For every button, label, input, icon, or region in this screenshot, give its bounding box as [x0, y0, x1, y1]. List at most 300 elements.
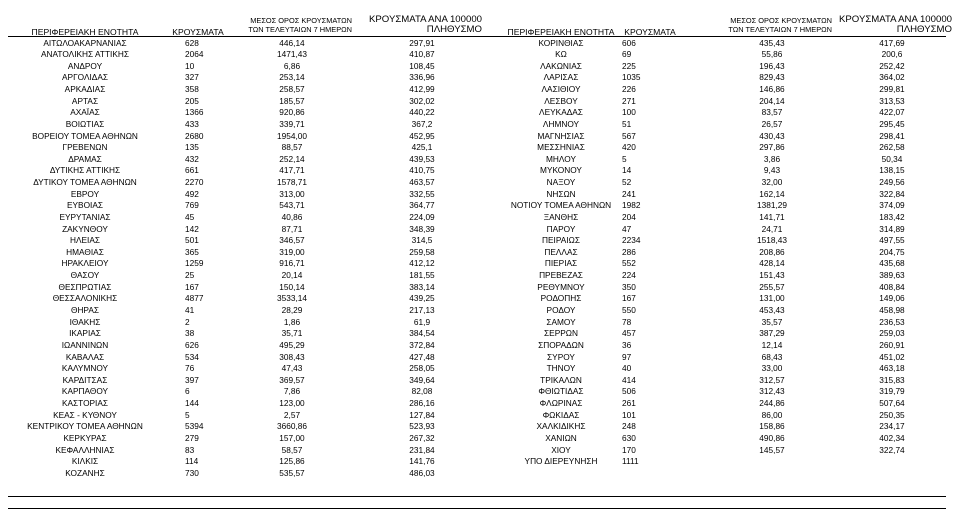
avg-7day-value: 151,43 — [759, 270, 785, 281]
rate-per-100k-value: 313,53 — [879, 95, 905, 106]
header-avg-left — [232, 13, 352, 37]
table-row — [0, 224, 955, 236]
cases-value: 628 — [185, 37, 199, 48]
header-region-left-text: ΠΕΡΙΦΕΡΕΙΑΚΗ ΕΝΟΤΗΤΑ — [31, 27, 139, 37]
rate-per-100k-value: 314,5 — [411, 235, 433, 246]
region-name: ΡΟΔΟΠΗΣ — [540, 293, 582, 304]
avg-7day-value: 123,00 — [279, 398, 305, 409]
table-row — [0, 352, 955, 364]
rate-per-100k-value: 364,02 — [879, 72, 905, 83]
header-avg-left-line2: ΤΩΝ ΤΕΛΕΥΤΑΙΩΝ 7 ΗΜΕΡΩΝ — [248, 25, 352, 34]
avg-7day-value: 12,14 — [761, 339, 783, 350]
avg-7day-value: 204,14 — [759, 95, 785, 106]
table-row — [0, 258, 955, 270]
cases-value: 248 — [622, 421, 636, 432]
table-row — [0, 165, 955, 177]
cases-value: 327 — [185, 72, 199, 83]
cases-value: 76 — [185, 363, 195, 374]
region-name: ΕΥΡΥΤΑΝΙΑΣ — [59, 211, 111, 222]
cases-value: 41 — [185, 304, 195, 315]
cases-value: 550 — [622, 304, 636, 315]
region-name: ΧΑΛΚΙΔΙΚΗΣ — [536, 421, 586, 432]
avg-7day-value: 33,00 — [761, 363, 783, 374]
avg-7day-value: 141,71 — [759, 211, 785, 222]
cases-value: 730 — [185, 467, 199, 478]
cases-value: 51 — [622, 118, 632, 129]
region-name: ΚΕΑΣ - ΚΥΘΝΟΥ — [53, 409, 117, 420]
avg-7day-value: 430,43 — [759, 130, 785, 141]
cases-value: 606 — [622, 37, 636, 48]
cases-value: 142 — [185, 223, 199, 234]
avg-7day-value: 920,86 — [279, 107, 305, 118]
table-row — [0, 282, 955, 294]
header-rate-left-line2: ΠΛΗΘΥΣΜΟ — [426, 24, 482, 35]
avg-7day-value: 28,29 — [281, 304, 303, 315]
footer-rule — [8, 508, 946, 509]
rate-per-100k-value: 262,58 — [879, 142, 905, 153]
table-bottom-rule — [8, 496, 946, 497]
rate-per-100k-value: 497,55 — [879, 235, 905, 246]
header-cases-right — [620, 13, 680, 37]
region-name: ΑΝΔΡΟΥ — [67, 60, 103, 71]
rate-per-100k-value: 439,25 — [409, 293, 435, 304]
cases-value: 286 — [622, 246, 636, 257]
region-name: ΛΑΡΙΣΑΣ — [543, 72, 579, 83]
rate-per-100k-value: 435,68 — [879, 258, 905, 269]
rate-per-100k-value: 141,76 — [409, 456, 435, 467]
avg-7day-value: 244,86 — [759, 398, 785, 409]
avg-7day-value: 297,86 — [759, 142, 785, 153]
cases-value: 358 — [185, 84, 199, 95]
rate-per-100k-value: 138,15 — [879, 165, 905, 176]
cases-value: 350 — [622, 281, 636, 292]
cases-value: 10 — [185, 60, 195, 71]
avg-7day-value: 24,71 — [761, 223, 783, 234]
header-rate-right-line2: ΠΛΗΘΥΣΜΟ — [896, 24, 952, 35]
avg-7day-value: 162,14 — [759, 188, 785, 199]
region-name: ΡΟΔΟΥ — [546, 304, 576, 315]
avg-7day-value: 32,00 — [761, 177, 783, 188]
region-name: ΚΟΡΙΝΘΙΑΣ — [538, 37, 584, 48]
region-name: ΤΡΙΚΑΛΩΝ — [540, 374, 582, 385]
region-name: ΚΟΖΑΝΗΣ — [65, 467, 105, 478]
header-region-right — [484, 13, 638, 37]
rate-per-100k-value: 408,84 — [879, 281, 905, 292]
table-row — [0, 305, 955, 317]
rate-per-100k-value: 181,55 — [409, 270, 435, 281]
rate-per-100k-value: 374,09 — [879, 200, 905, 211]
avg-7day-value: 535,57 — [279, 467, 305, 478]
avg-7day-value: 258,57 — [279, 84, 305, 95]
avg-7day-value: 319,00 — [279, 246, 305, 257]
table-row — [0, 363, 955, 375]
avg-7day-value: 146,86 — [759, 84, 785, 95]
cases-value: 1982 — [622, 200, 641, 211]
cases-value: 14 — [622, 165, 632, 176]
avg-7day-value: 131,00 — [759, 293, 785, 304]
header-region-right-text: ΠΕΡΙΦΕΡΕΙΑΚΗ ΕΝΟΤΗΤΑ — [507, 27, 615, 37]
region-name: ΚΑΛΥΜΝΟΥ — [61, 363, 109, 374]
region-name: ΛΕΣΒΟΥ — [544, 95, 578, 106]
cases-value: 38 — [185, 328, 195, 339]
cases-value: 144 — [185, 398, 199, 409]
rate-per-100k-value: 249,56 — [879, 177, 905, 188]
cases-value: 135 — [185, 142, 199, 153]
avg-7day-value: 543,71 — [279, 200, 305, 211]
header-cases-right-text: ΚΡΟΥΣΜΑΤΑ — [624, 27, 676, 37]
region-name: ΦΩΚΙΔΑΣ — [542, 409, 580, 420]
table-row — [0, 235, 955, 247]
region-name: ΦΛΩΡΙΝΑΣ — [539, 398, 583, 409]
rate-per-100k-value: 389,63 — [879, 270, 905, 281]
cases-value: 2 — [185, 316, 190, 327]
region-name: ΡΕΘΥΜΝΟΥ — [537, 281, 585, 292]
rate-per-100k-value — [832, 456, 952, 468]
region-name: ΣΕΡΡΩΝ — [544, 328, 578, 339]
cases-value: 1111 — [622, 456, 639, 467]
region-name: ΑΡΤΑΣ — [71, 95, 99, 106]
region-name: ΥΠΟ ΔΙΕΡΕΥΝΗΣΗ — [524, 456, 598, 467]
cases-value: 5 — [185, 409, 190, 420]
rate-per-100k-value: 410,87 — [409, 49, 435, 60]
rate-per-100k-value: 364,77 — [409, 200, 435, 211]
table-row — [0, 293, 955, 305]
rate-per-100k-value: 332,55 — [409, 188, 435, 199]
table-row — [0, 410, 955, 422]
cases-value: 226 — [622, 84, 636, 95]
table-row — [0, 142, 955, 154]
rate-per-100k-value: 458,98 — [879, 304, 905, 315]
rate-per-100k-value: 260,91 — [879, 339, 905, 350]
avg-7day-value: 253,14 — [279, 72, 305, 83]
region-name: ΑΙΤΩΛΟΑΚΑΡΝΑΝΙΑΣ — [43, 37, 127, 48]
region-name: ΣΥΡΟΥ — [547, 351, 575, 362]
header-rate-left — [362, 13, 482, 37]
region-name: ΧΑΝΙΩΝ — [545, 432, 577, 443]
region-name: ΝΑΞΟΥ — [546, 177, 576, 188]
cases-value: 100 — [622, 107, 636, 118]
rate-per-100k-value: 82,08 — [411, 386, 433, 397]
region-name: ΜΕΣΣΗΝΙΑΣ — [537, 142, 585, 153]
region-name: ΚΩ — [555, 49, 567, 60]
avg-7day-value: 35,57 — [761, 316, 783, 327]
cases-value: 420 — [622, 142, 636, 153]
avg-7day-value: 346,57 — [279, 235, 305, 246]
rate-per-100k-value: 127,84 — [409, 409, 435, 420]
avg-7day-value: 86,00 — [761, 409, 783, 420]
region-name: ΚΕΡΚΥΡΑΣ — [63, 432, 107, 443]
rate-per-100k-value: 259,03 — [879, 328, 905, 339]
region-name: ΛΕΥΚΑΔΑΣ — [539, 107, 583, 118]
cases-value: 69 — [622, 49, 632, 60]
rate-per-100k-value: 234,17 — [879, 421, 905, 432]
rate-per-100k-value: 440,22 — [409, 107, 435, 118]
region-name: ΘΗΡΑΣ — [70, 304, 100, 315]
cases-value: 36 — [622, 339, 632, 350]
rate-per-100k-value: 348,39 — [409, 223, 435, 234]
table-row — [0, 107, 955, 119]
table-row — [0, 84, 955, 96]
table-row — [0, 375, 955, 387]
avg-7day-value — [712, 456, 832, 468]
avg-7day-value: 1954,00 — [277, 130, 307, 141]
table-row — [0, 328, 955, 340]
rate-per-100k-value: 204,75 — [879, 246, 905, 257]
cases-value: 170 — [622, 444, 636, 455]
avg-7day-value: 83,57 — [761, 107, 783, 118]
cases-value: 47 — [622, 223, 632, 234]
cases-value: 5394 — [185, 421, 204, 432]
rate-per-100k-value: 297,91 — [409, 37, 435, 48]
avg-7day-value: 35,71 — [281, 328, 303, 339]
table-row — [0, 154, 955, 166]
region-name: ΗΜΑΘΙΑΣ — [66, 246, 104, 257]
region-name: ΓΡΕΒΕΝΩΝ — [62, 142, 108, 153]
cases-value: 433 — [185, 118, 199, 129]
avg-7day-value: 157,00 — [279, 432, 305, 443]
table-row — [0, 189, 955, 201]
rate-per-100k-value: 336,96 — [409, 72, 435, 83]
rate-per-100k-value: 383,14 — [409, 281, 435, 292]
avg-7day-value: 40,86 — [281, 211, 303, 222]
avg-7day-value: 3,86 — [763, 153, 781, 164]
avg-7day-value: 829,43 — [759, 72, 785, 83]
region-name: ΚΑΣΤΟΡΙΑΣ — [61, 398, 109, 409]
region-name: ΚΑΒΑΛΑΣ — [65, 351, 105, 362]
cases-value: 2680 — [185, 130, 204, 141]
avg-7day-value: 1,86 — [283, 316, 301, 327]
rate-per-100k-value: 507,64 — [879, 398, 905, 409]
avg-7day-value: 47,43 — [281, 363, 303, 374]
avg-7day-value: 3660,86 — [277, 421, 307, 432]
table-row — [0, 49, 955, 61]
cases-value: 167 — [622, 293, 636, 304]
region-name: ΔΥΤΙΚΗΣ ΑΤΤΙΚΗΣ — [49, 165, 121, 176]
avg-7day-value: 3533,14 — [277, 293, 307, 304]
cases-value: 501 — [185, 235, 199, 246]
region-name: ΞΑΝΘΗΣ — [543, 211, 579, 222]
table-row — [0, 96, 955, 108]
region-name: ΚΕΝΤΡΙΚΟΥ ΤΟΜΕΑ ΑΘΗΝΩΝ — [27, 421, 143, 432]
region-name: ΝΟΤΙΟΥ ΤΟΜΕΑ ΑΘΗΝΩΝ — [510, 200, 612, 211]
rate-per-100k-value: 322,84 — [879, 188, 905, 199]
avg-7day-value: 1518,43 — [757, 235, 787, 246]
table-row — [0, 433, 955, 445]
avg-7day-value: 68,43 — [761, 351, 783, 362]
cases-value: 40 — [622, 363, 632, 374]
avg-7day-value: 58,57 — [281, 444, 303, 455]
region-name: ΝΗΣΩΝ — [546, 188, 576, 199]
rate-per-100k-value: 417,69 — [879, 37, 905, 48]
rate-per-100k-value: 314,89 — [879, 223, 905, 234]
avg-7day-value: 208,86 — [759, 246, 785, 257]
rate-per-100k-value: 236,53 — [879, 316, 905, 327]
avg-7day-value: 255,57 — [759, 281, 785, 292]
rate-per-100k-value: 315,83 — [879, 374, 905, 385]
cases-value: 661 — [185, 165, 199, 176]
cases-value: 167 — [185, 281, 199, 292]
rate-per-100k-value: 427,48 — [409, 351, 435, 362]
cases-value: 279 — [185, 432, 199, 443]
avg-7day-value: 1381,29 — [757, 200, 787, 211]
cases-value: 1366 — [185, 107, 204, 118]
cases-value: 225 — [622, 60, 636, 71]
table-row — [0, 38, 955, 50]
cases-value: 4877 — [185, 293, 204, 304]
header-cases-left-text: ΚΡΟΥΣΜΑΤΑ — [172, 27, 224, 37]
rate-per-100k-value: 200,6 — [881, 49, 903, 60]
rate-per-100k-value: 258,05 — [409, 363, 435, 374]
region-name: ΚΙΛΚΙΣ — [71, 456, 99, 467]
avg-7day-value: 387,29 — [759, 328, 785, 339]
avg-7day-value: 88,57 — [281, 142, 303, 153]
rate-per-100k-value: 50,34 — [881, 153, 903, 164]
cases-value: 2064 — [185, 49, 204, 60]
table-row — [0, 340, 955, 352]
region-name: ΕΒΡΟΥ — [70, 188, 100, 199]
rate-per-100k-value: 439,53 — [409, 153, 435, 164]
region-name: ΑΡΓΟΛΙΔΑΣ — [62, 72, 108, 83]
avg-7day-value: 428,14 — [759, 258, 785, 269]
rate-per-100k-value: 372,84 — [409, 339, 435, 350]
rate-per-100k-value: 302,02 — [409, 95, 435, 106]
cases-value: 5 — [622, 153, 627, 164]
rate-per-100k-value: 252,42 — [879, 60, 905, 71]
avg-7day-value: 158,86 — [759, 421, 785, 432]
avg-7day-value: 312,57 — [759, 374, 785, 385]
header-avg-right-line1: ΜΕΣΟΣ ΟΡΟΣ ΚΡΟΥΣΜΑΤΩΝ — [730, 16, 832, 25]
rate-per-100k-value: 463,57 — [409, 177, 435, 188]
region-name: ΛΑΣΙΘΙΟΥ — [541, 84, 581, 95]
table-row — [0, 200, 955, 212]
region-name: ΚΕΦΑΛΛΗΝΙΑΣ — [55, 444, 115, 455]
table-row — [0, 177, 955, 189]
rate-per-100k-value: 425,1 — [411, 142, 433, 153]
table-row — [0, 119, 955, 131]
cases-value: 432 — [185, 153, 199, 164]
rate-per-100k-value: 217,13 — [409, 304, 435, 315]
cases-value: 204 — [622, 211, 636, 222]
avg-7day-value: 26,57 — [761, 118, 783, 129]
cases-value: 224 — [622, 270, 636, 281]
cases-value: 271 — [622, 95, 636, 106]
avg-7day-value: 1471,43 — [277, 49, 307, 60]
avg-7day-value: 7,86 — [283, 386, 301, 397]
header-rate-right-line1: ΚΡΟΥΣΜΑΤΑ ΑΝΑ 100000 — [839, 13, 952, 25]
region-name: ΖΑΚΥΝΘΟΥ — [62, 223, 108, 234]
avg-7day-value: 446,14 — [279, 37, 305, 48]
header-avg-right — [712, 13, 832, 37]
avg-7day-value: 453,43 — [759, 304, 785, 315]
cases-value: 552 — [622, 258, 636, 269]
region-name: ΗΛΕΙΑΣ — [69, 235, 101, 246]
region-name: ΔΡΑΜΑΣ — [68, 153, 102, 164]
region-name: ΘΑΣΟΥ — [70, 270, 100, 281]
cases-value: 567 — [622, 130, 636, 141]
rate-per-100k-value: 402,34 — [879, 432, 905, 443]
region-name: ΠΕΙΡΑΙΩΣ — [542, 235, 580, 246]
cases-value: 626 — [185, 339, 199, 350]
cases-value: 97 — [622, 351, 632, 362]
cases-value: 78 — [622, 316, 632, 327]
header-avg-left-line1: ΜΕΣΟΣ ΟΡΟΣ ΚΡΟΥΣΜΑΤΩΝ — [250, 16, 352, 25]
rate-per-100k-value: 410,75 — [409, 165, 435, 176]
region-name: ΧΙΟΥ — [551, 444, 571, 455]
avg-7day-value: 55,86 — [761, 49, 783, 60]
region-name: ΠΙΕΡΙΑΣ — [544, 258, 578, 269]
rate-per-100k-value: 384,54 — [409, 328, 435, 339]
region-name: ΙΚΑΡΙΑΣ — [69, 328, 101, 339]
cases-value: 365 — [185, 246, 199, 257]
cases-value: 1035 — [622, 72, 641, 83]
avg-7day-value: 490,86 — [759, 432, 785, 443]
rate-per-100k-value: 451,02 — [879, 351, 905, 362]
region-name: ΠΑΡΟΥ — [546, 223, 576, 234]
region-name: ΒΟΡΕΙΟΥ ΤΟΜΕΑ ΑΘΗΝΩΝ — [32, 130, 138, 141]
cases-value: 769 — [185, 200, 199, 211]
table-row — [0, 468, 955, 480]
avg-7day-value: 369,57 — [279, 374, 305, 385]
rate-per-100k-value: 295,45 — [879, 118, 905, 129]
avg-7day-value: 495,29 — [279, 339, 305, 350]
region-name: ΚΑΡΔΙΤΣΑΣ — [62, 374, 108, 385]
table-row — [0, 456, 955, 468]
rate-per-100k-value: 463,18 — [879, 363, 905, 374]
rate-per-100k-value: 412,99 — [409, 84, 435, 95]
avg-7day-value: 339,71 — [279, 118, 305, 129]
rate-per-100k-value: 367,2 — [411, 118, 433, 129]
region-name: ΑΡΚΑΔΙΑΣ — [64, 84, 106, 95]
cases-value: 261 — [622, 398, 636, 409]
region-name: ΘΕΣΣΑΛΟΝΙΚΗΣ — [52, 293, 118, 304]
rate-per-100k-value: 61,9 — [413, 316, 431, 327]
region-name: ΠΕΛΛΑΣ — [544, 246, 578, 257]
avg-7day-value: 1578,71 — [277, 177, 307, 188]
table-row — [0, 212, 955, 224]
rate-per-100k-value: 319,79 — [879, 386, 905, 397]
cases-value: 205 — [185, 95, 199, 106]
table-row — [0, 247, 955, 259]
rate-per-100k-value: 149,06 — [879, 293, 905, 304]
region-name: ΣΑΜΟΥ — [546, 316, 576, 327]
avg-7day-value: 145,57 — [759, 444, 785, 455]
rate-per-100k-value: 422,07 — [879, 107, 905, 118]
avg-7day-value: 417,71 — [279, 165, 305, 176]
rate-per-100k-value: 250,35 — [879, 409, 905, 420]
cases-value: 241 — [622, 188, 636, 199]
rate-per-100k-value: 486,03 — [409, 467, 435, 478]
cases-value: 45 — [185, 211, 195, 222]
cases-value: 630 — [622, 432, 636, 443]
avg-7day-value: 125,86 — [279, 456, 305, 467]
header-rate-right — [832, 13, 952, 37]
region-name: ΑΝΑΤΟΛΙΚΗΣ ΑΤΤΙΚΗΣ — [40, 49, 130, 60]
region-name: ΣΠΟΡΑΔΩΝ — [538, 339, 584, 350]
cases-value: 52 — [622, 177, 632, 188]
cases-value: 414 — [622, 374, 636, 385]
header-cases-left — [168, 13, 228, 37]
rate-per-100k-value: 259,58 — [409, 246, 435, 257]
rate-per-100k-value: 231,84 — [409, 444, 435, 455]
region-name: ΙΘΑΚΗΣ — [69, 316, 101, 327]
region-name: ΕΥΒΟΙΑΣ — [66, 200, 104, 211]
region-name: ΑΧΑΪΑΣ — [70, 107, 100, 118]
region-name: ΘΕΣΠΡΩΤΙΑΣ — [58, 281, 112, 292]
rate-per-100k-value: 452,95 — [409, 130, 435, 141]
region-name: ΛΗΜΝΟΥ — [542, 118, 580, 129]
table-row — [0, 61, 955, 73]
region-name: ΙΩΑΝΝΙΝΩΝ — [61, 339, 109, 350]
